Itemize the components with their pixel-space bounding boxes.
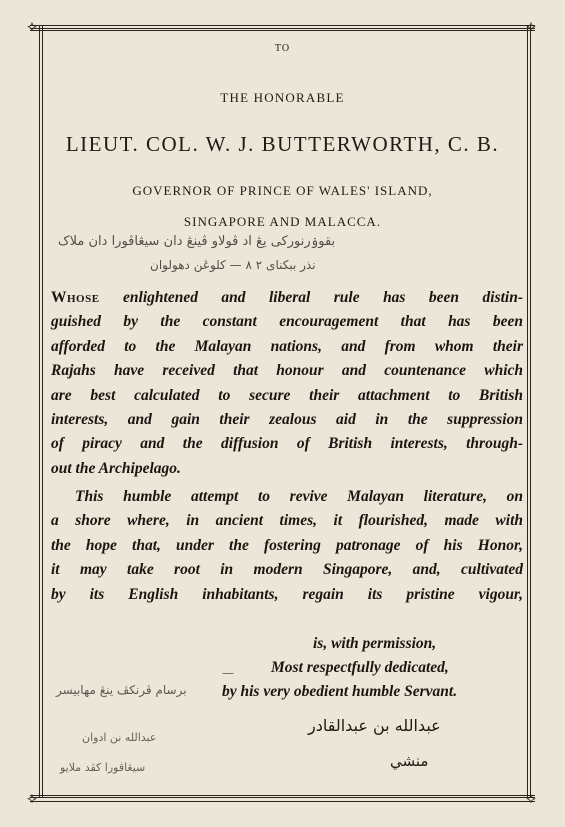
handwritten-margin-note: برسام ڤرنکڤ ينڠ مهابيسر (56, 683, 187, 697)
top-double-rule (30, 28, 535, 31)
handwritten-lower-note-1: عبدالله نن ادوان (82, 731, 157, 744)
closing-line-1: is, with permission, (313, 635, 437, 652)
paragraph-line: it may take root in modern Singapore, and, cultivated (51, 561, 523, 579)
bottom-double-rule (30, 795, 535, 798)
handwritten-jawi-line-1: بقوۏرنورکی یڠ اد ڤولاو ڤينڠ دان سيڠاڤورا دان ملاک (58, 234, 336, 249)
paragraph-line: Rajahs have received that honour and countenance which (51, 362, 523, 380)
corner-ornament-bottom-right: ⟡ (526, 789, 536, 807)
handwritten-lower-note-2: سيڠاڤورا کڤد ملايو (60, 761, 146, 774)
dedication-paragraph-1 (51, 286, 523, 481)
governor-line-1: GOVERNOR OF PRINCE OF WALES' ISLAND, (132, 183, 433, 198)
paragraph-line: afforded to the Malayan nations, and from whom their (51, 337, 523, 355)
signature-arabic-name: عبدالله بن عبدالقادر (308, 716, 441, 735)
paragraph-line: enlightened and liberal rule has been distin- (99, 289, 523, 306)
paragraph-line: guished by the constant encouragement that has been (51, 313, 523, 331)
paragraph-line: of piracy and the diffusion of British interests, through- (51, 435, 523, 453)
paragraph-line: This humble attempt to revive Malayan literature, on (75, 488, 523, 505)
paragraph-line: are best calculated to secure their attachment to British (51, 386, 523, 404)
paragraph-line: a shore where, in ancient times, it flourished, made with (51, 512, 523, 530)
paragraph-line: by its English inhabitants, regain its pristine vigour, (51, 585, 523, 603)
top-rule (30, 25, 535, 26)
closing-line-3: by his very obedient humble Servant. (222, 683, 458, 700)
corner-ornament-top-left: ⟡ (27, 17, 37, 35)
dash-mark: — (222, 666, 234, 680)
to-heading: TO (274, 43, 291, 54)
paragraph-line: interests, and gain their zealous aid in the suppression (51, 411, 523, 429)
dedication-paragraph-2 (51, 485, 523, 607)
handwritten-jawi-line-2: نذر ببکنای ٢ ٨ — کلوڠن دهولوان (150, 258, 316, 272)
bottom-rule (30, 801, 535, 802)
paragraph-lead-word: Whose (51, 289, 100, 306)
closing-line-2: Most respectfully dedicated, (271, 659, 449, 676)
corner-ornament-top-right: ⟡ (526, 17, 536, 35)
honorable-heading: THE HONORABLE (220, 90, 345, 105)
paragraph-line: out the Archipelago. (51, 459, 181, 477)
dedicatee-name: LIEUT. COL. W. J. BUTTERWORTH, C. B. (65, 132, 500, 156)
corner-ornament-bottom-left: ⟡ (27, 789, 37, 807)
signature-arabic-title: منشي (390, 752, 429, 770)
paragraph-line: the hope that, under the fostering patronage of his Honor, (51, 536, 523, 554)
governor-line-2: SINGAPORE AND MALACCA. (183, 214, 382, 229)
